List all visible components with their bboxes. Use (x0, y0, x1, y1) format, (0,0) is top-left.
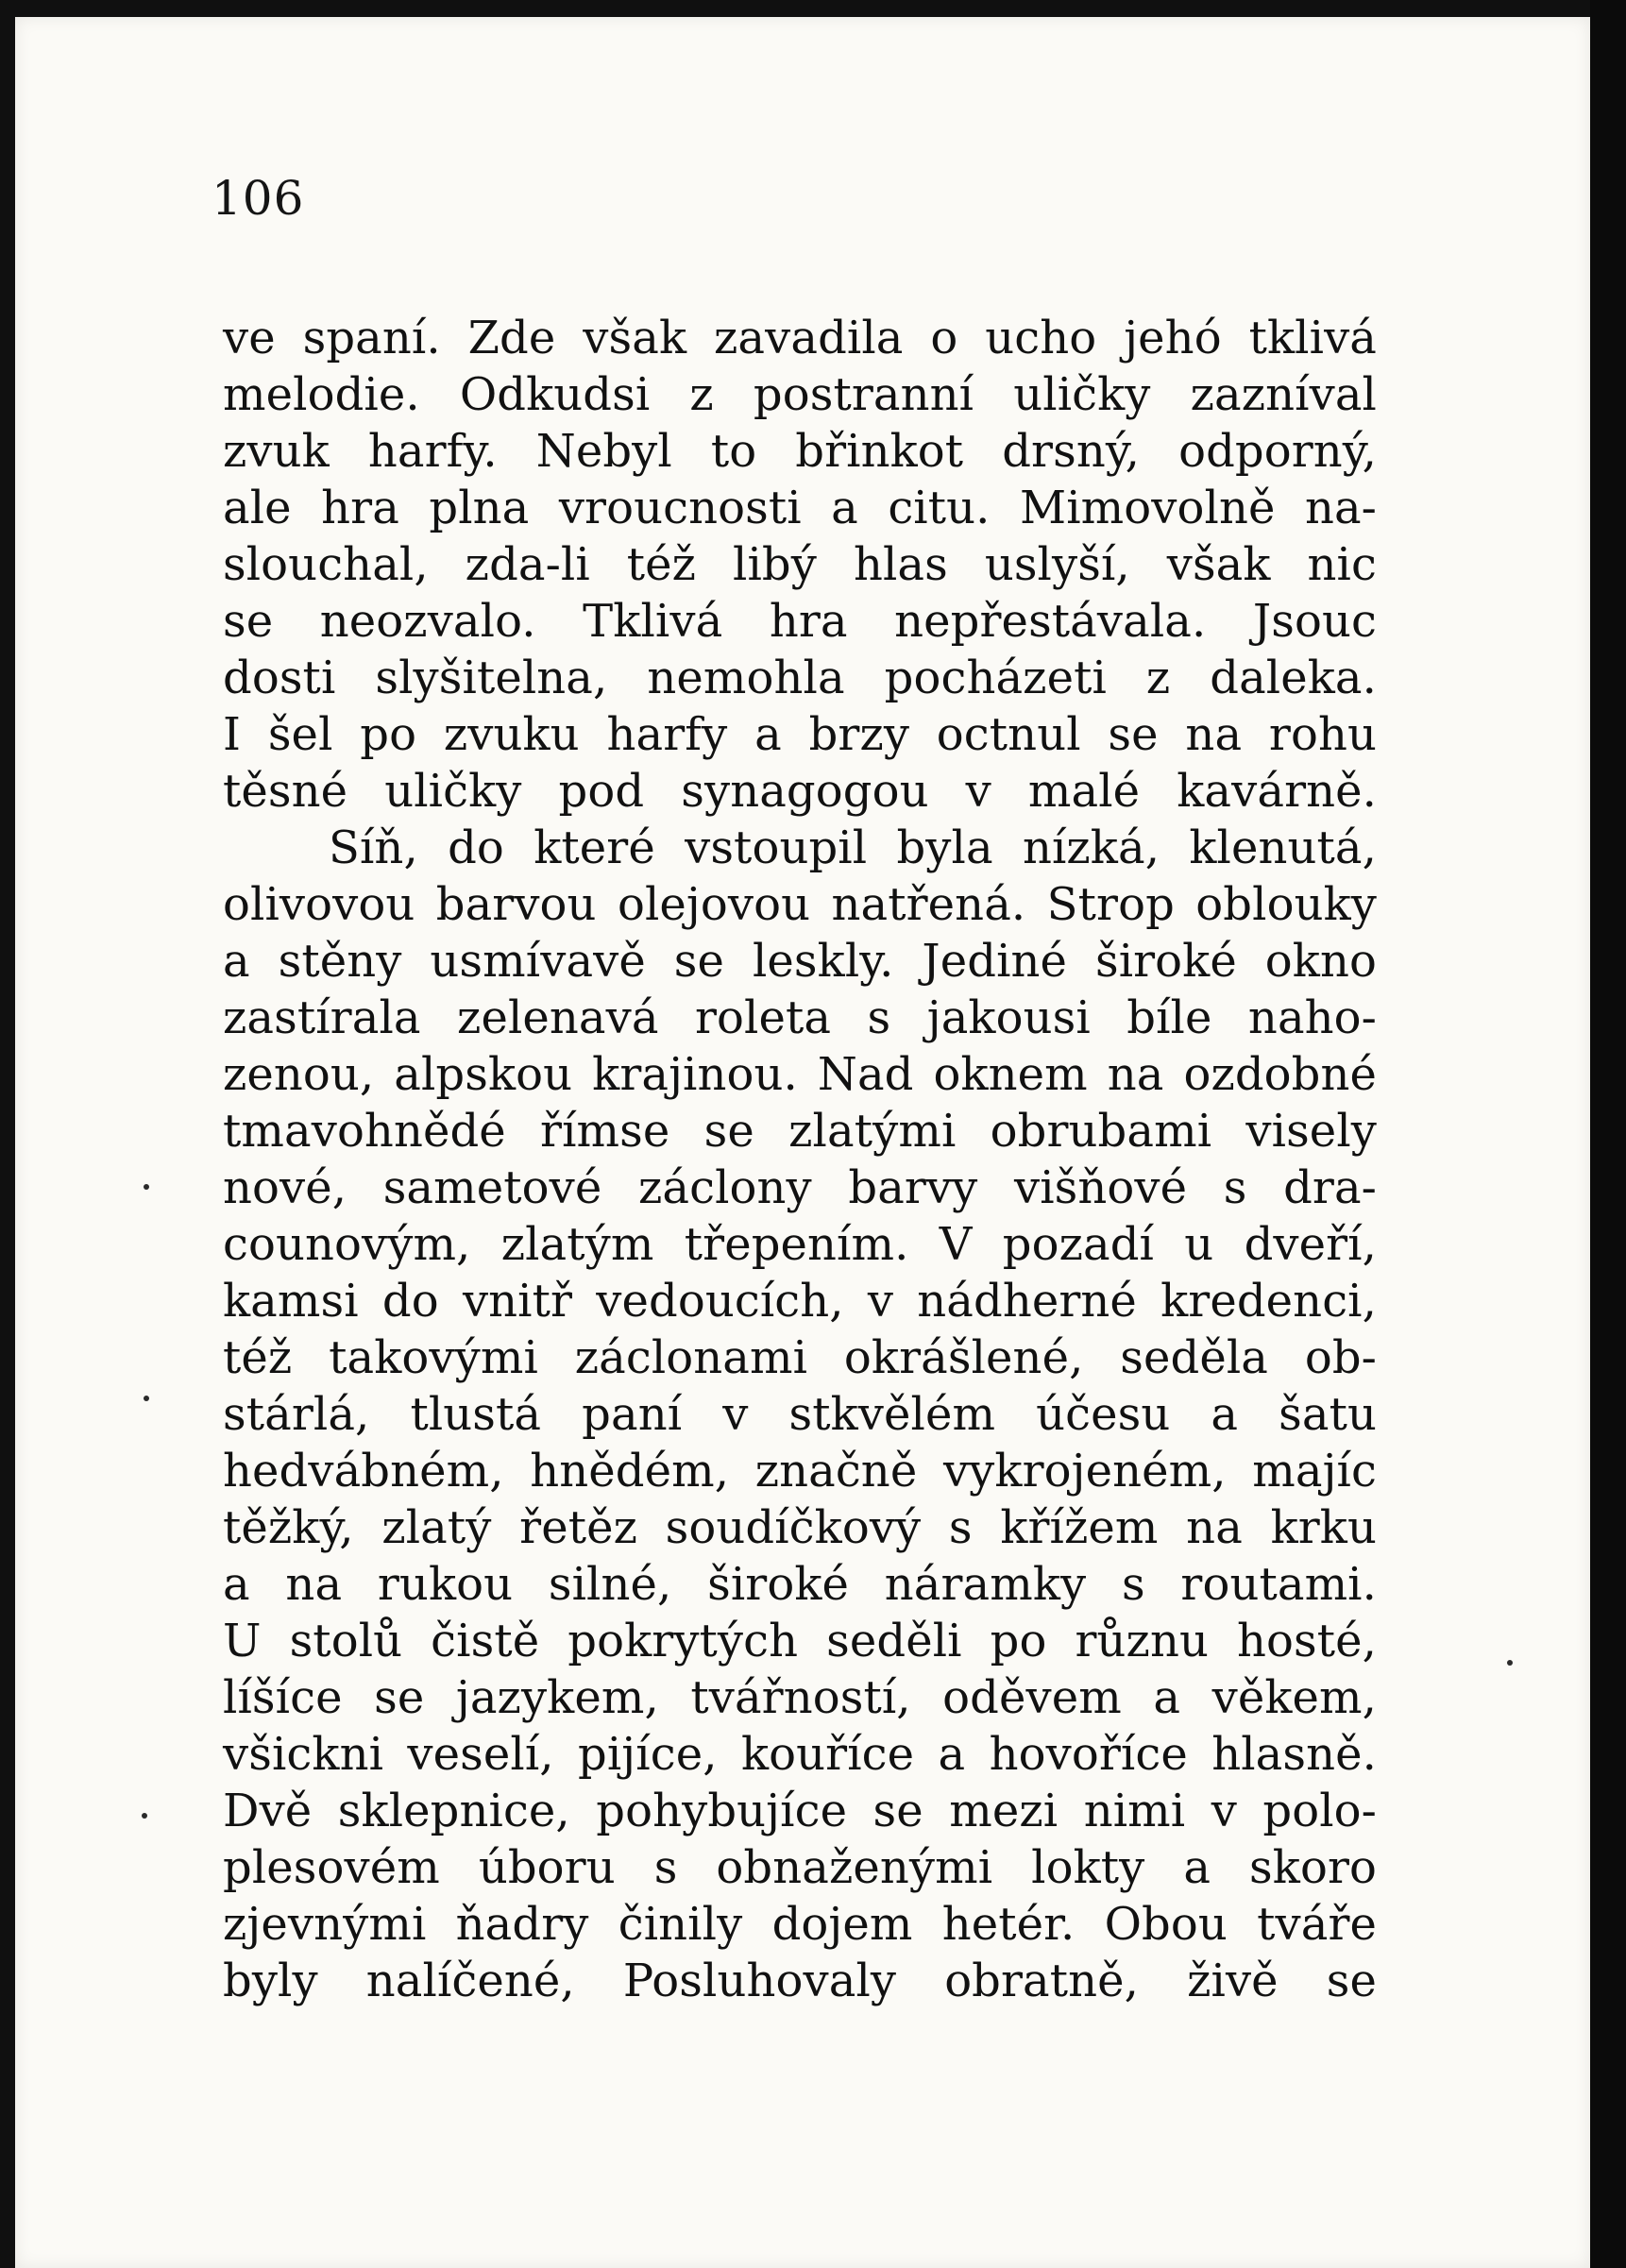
text-line: slouchal, zda-li též libý hlas uslyší, však nic (223, 538, 1377, 591)
text-line: Dvě sklepnice, pohybujíce se mezi nimi v polo- (223, 1785, 1377, 1837)
text-line: a na rukou silné, široké náramky s routami. (223, 1558, 1377, 1611)
text-line: všickni veselí, pijíce, kouříce a hovoříce hlasně. (223, 1728, 1377, 1781)
book-page (15, 17, 1590, 2268)
text-line: dosti slyšitelna, nemohla pocházeti z daleka. (223, 652, 1377, 704)
scan-edge (1590, 0, 1626, 2268)
text-line: ale hra plna vroucnosti a citu. Mimovolně na- (223, 482, 1377, 534)
text-line: těsné uličky pod synagogou v malé kavárně. (223, 765, 1377, 818)
text-line: zastírala zelenavá roleta s jakousi bíle naho- (223, 991, 1377, 1044)
text-line: se neozvalo. Tklivá hra nepřestávala. Jsouc (223, 595, 1377, 648)
body-text (223, 310, 1377, 2009)
text-line: líšíce se jazykem, tvářností, oděvem a věkem, (223, 1671, 1377, 1724)
text-line: U stolů čistě pokrytých seděli po různu hosté, (223, 1615, 1377, 1667)
text-line: byly nalíčené, Posluhovaly obratně, živě se (223, 1955, 1377, 2007)
scan-speck (142, 1813, 147, 1819)
text-line: ve spaní. Zde však zavadila o ucho jehó tklivá (223, 312, 1377, 364)
text-line: tmavohnědé římse se zlatými obrubami visely (223, 1105, 1377, 1158)
text-line: melodie. Odkudsi z postranní uličky zazníval (223, 368, 1377, 421)
text-line: těžký, zlatý řetěz soudíčkový s křížem na krku (223, 1501, 1377, 1554)
text-line: zenou, alpskou krajinou. Nad oknem na ozdobné (223, 1048, 1377, 1101)
text-line: stárlá, tlustá paní v stkvělém účesu a šatu (223, 1388, 1377, 1441)
text-line: zjevnými ňadry činily dojem hetér. Obou tváře (223, 1898, 1377, 1951)
text-line: counovým, zlatým třepením. V pozadí u dveří, (223, 1218, 1377, 1271)
text-line: kamsi do vnitř vedoucích, v nádherné kredenci, (223, 1275, 1377, 1328)
text-line: I šel po zvuku harfy a brzy octnul se na rohu (223, 708, 1377, 761)
text-line: též takovými záclonami okrášlené, seděla ob- (223, 1331, 1377, 1384)
scan-speck (144, 1184, 149, 1190)
text-line: nové, sametové záclony barvy višňové s dra- (223, 1161, 1377, 1214)
scan-speck (144, 1396, 149, 1401)
text-line: plesovém úboru s obnaženými lokty a skoro (223, 1841, 1377, 1894)
text-line: zvuk harfy. Nebyl to břinkot drsný, odporný, (223, 425, 1377, 478)
text-line-indented: Síň, do které vstoupil byla nízká, klenutá, (329, 821, 1377, 874)
page-number: 106 (212, 171, 305, 226)
text-line: hedvábném, hnědém, značně vykrojeném, majíc (223, 1445, 1377, 1498)
scan-speck (1507, 1660, 1513, 1666)
text-line: olivovou barvou olejovou natřená. Strop oblouky (223, 878, 1377, 931)
text-line: a stěny usmívavě se leskly. Jediné široké okno (223, 935, 1377, 988)
